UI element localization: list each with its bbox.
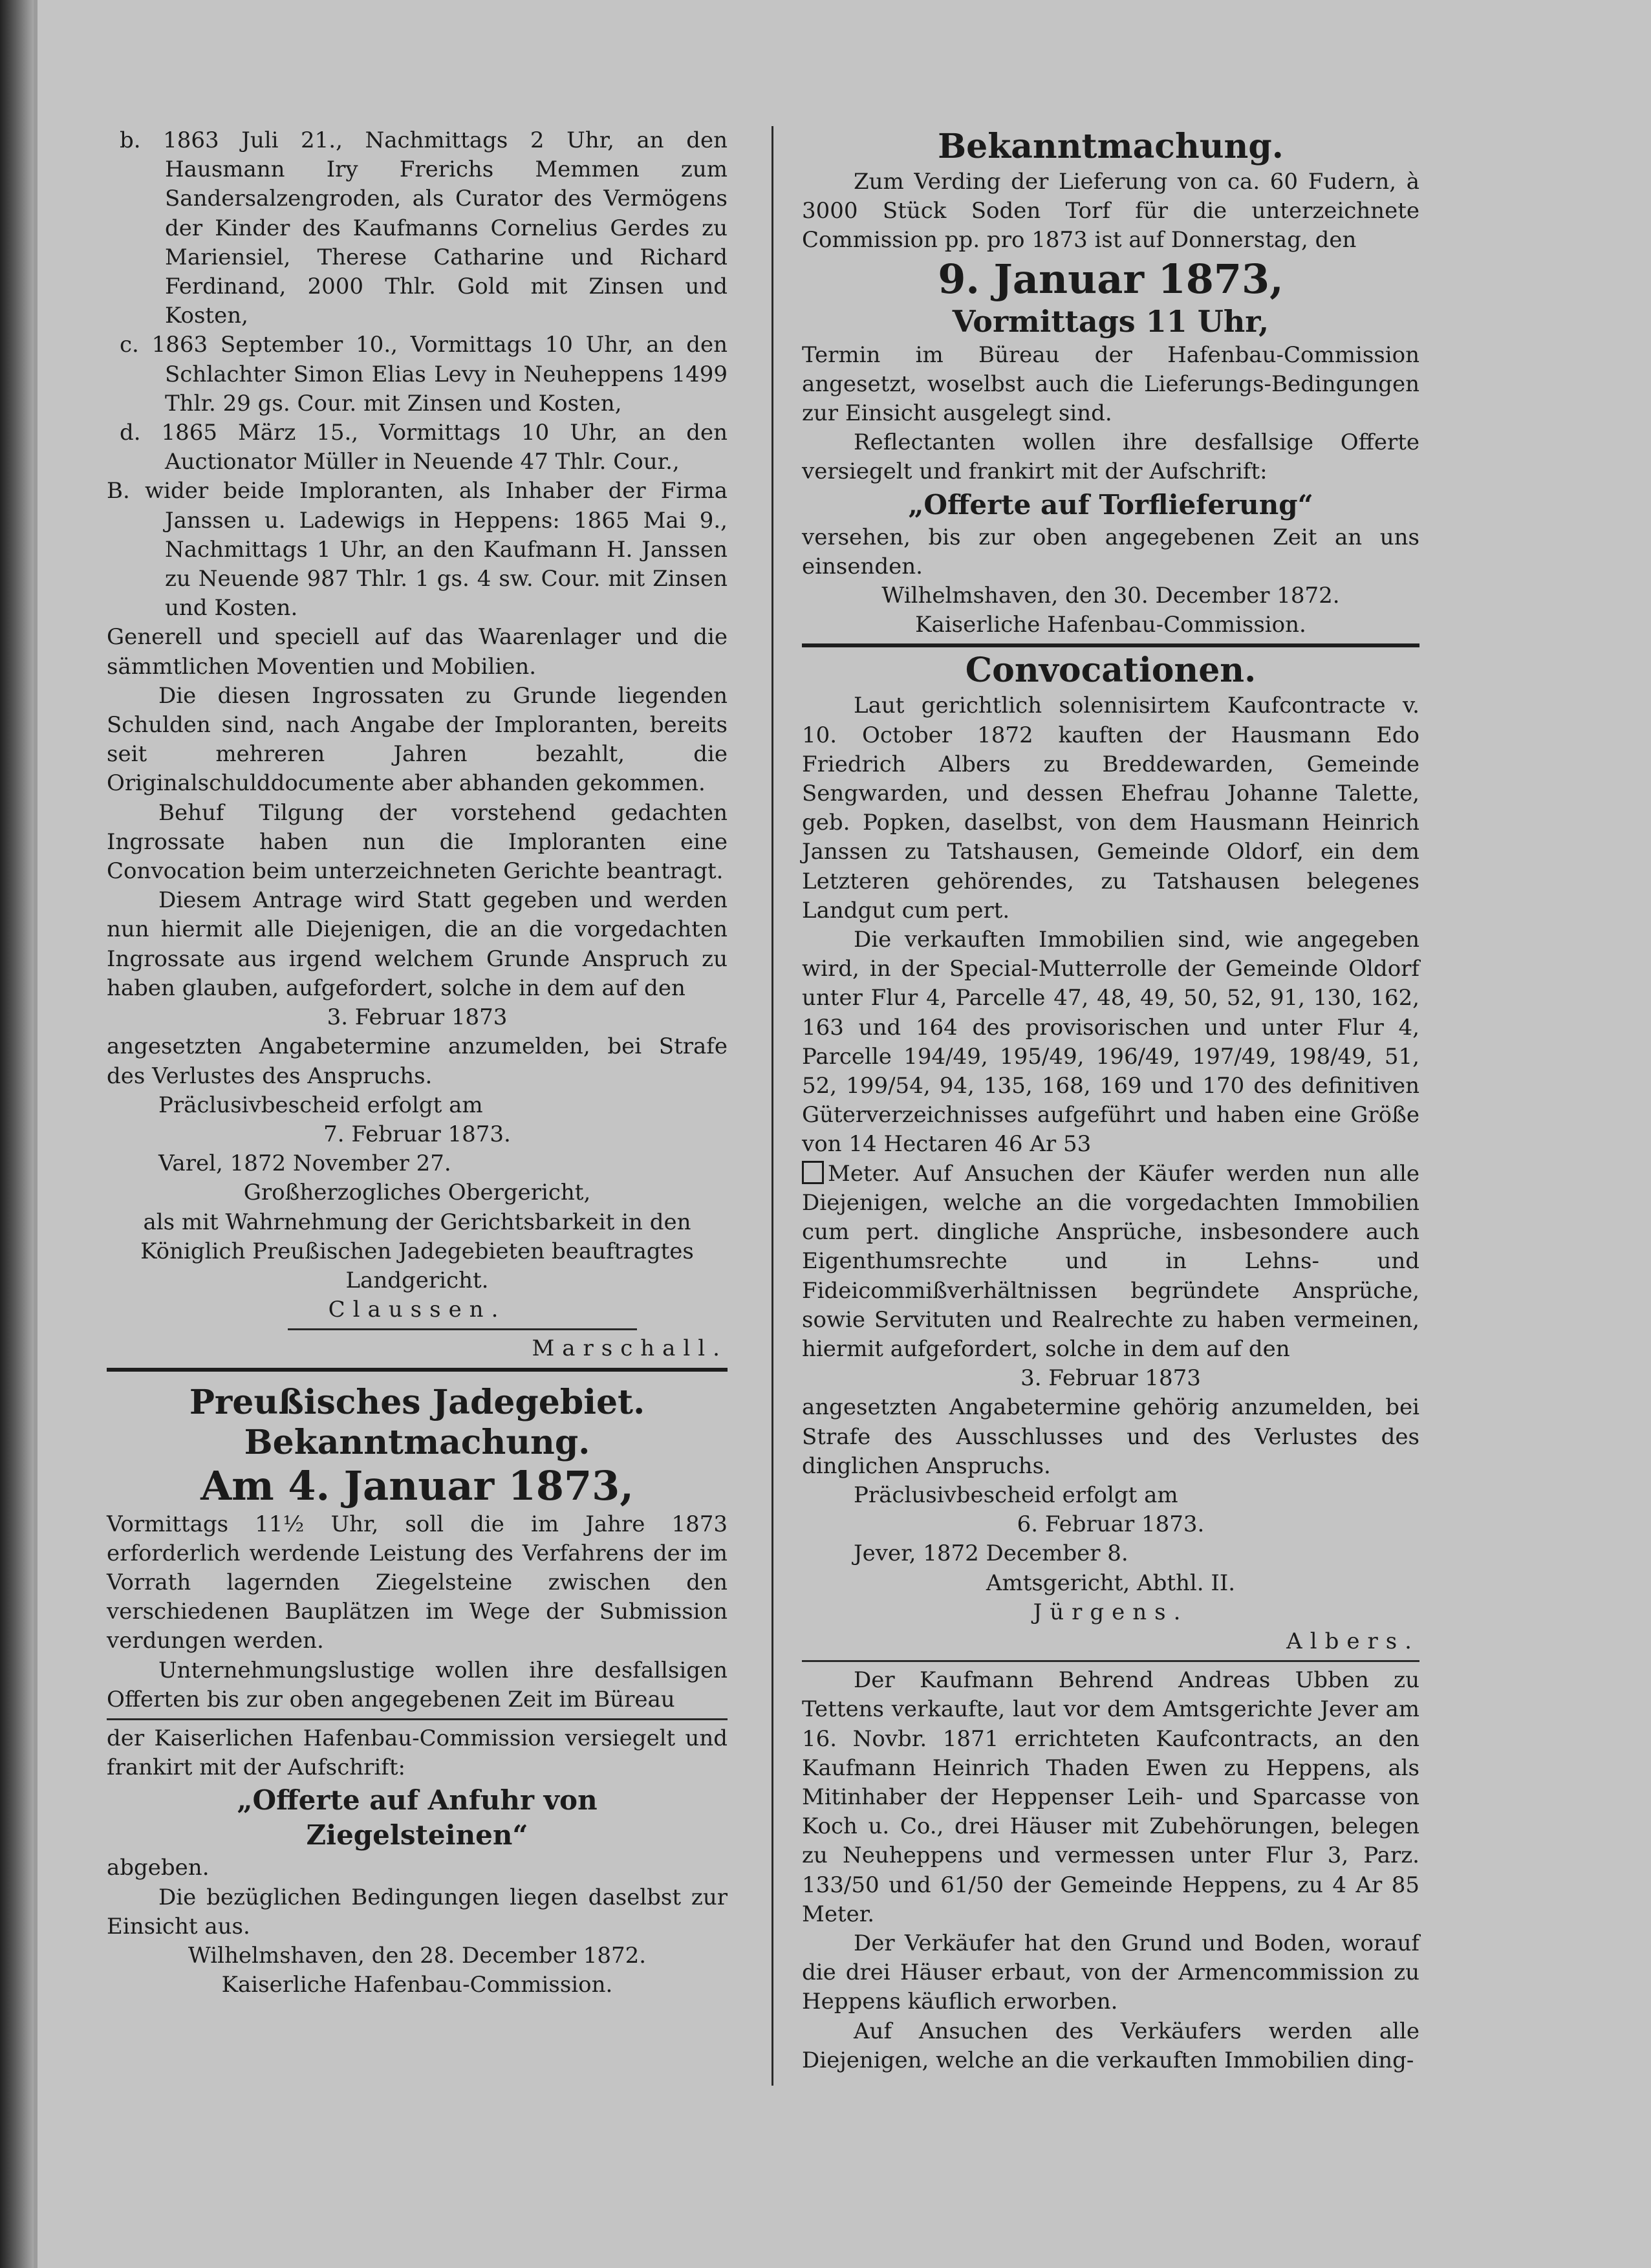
convocation-court: Amtsgericht, Abthl. II. [986,1570,1236,1596]
item-b-label: B. [107,478,130,504]
place-date: Varel, 1872 November 27. [158,1150,451,1177]
kauf-paragraph-1: Der Kaufmann Behrend Andreas Ubben zu Tettens verkaufte, laut vor dem Amtsgerichte Jever am 16. Novbr. 1871 errichteten Kaufcontracts, an den Kaufmann Heinrich Thaden Ewen zu Heppens, als Mitinhaber der Heppenser Leih- und Sparcasse von Koch u. Co., drei Häuser mit Zubehörungen, belegen zu Neuheppens und vermessen unter Flur 3, Parz. 133/50 und 61/50 der Gemeinde Heppens, zu 4 Ar 85 Meter. [802,1667,1419,1927]
convocation-praeclusiv-date: 6. Februar 1873. [1017,1511,1205,1538]
notice-rule [107,1718,728,1720]
page-binding-shadow [0,0,34,2268]
notice-subtitle: Bekanntmachung. [244,1422,590,1462]
convocation-angesetzt: angesetzten Angabetermine gehörig anzumelden, bei Strafe des Ausschlusses und des Verlustes des dinglichen Anspruchs. [802,1394,1419,1479]
kauf-paragraph-2: Der Verkäufer hat den Grund und Boden, worauf die drei Häuser erbaut, von der Armencommission zu Heppens käuflich erworben. [802,1930,1419,2015]
kauf-paragraph-3: Auf Ansuchen des Verkäufers werden alle Diejenigen, welche an die verkauften Immobilien ding- [802,2018,1419,2073]
notice-title: Preußisches Jadegebiet. [189,1382,645,1422]
right-intro: Zum Verding der Lieferung von ca. 60 Fudern, à 3000 Stück Soden Torf für die unterzeichnete Commission pp. pro 1873 ist auf Donnerstag, den [802,169,1419,254]
right-versehen: versehen, bis zur oben angegebenen Zeit an uns einsenden. [802,524,1419,579]
notice-unternehmung: Unternehmungslustige wollen ihre desfallsigen Offerten bis zur oben angegebenen Zeit im Büreau [107,1657,728,1712]
convocation-place-date: Jever, 1872 December 8. [854,1540,1128,1567]
page-binding-edge [34,0,38,2268]
notice-place-date: Wilhelmshaven, den 28. December 1872. [188,1942,647,1969]
convocation-praeclusiv: Präclusivbescheid erfolgt am [854,1482,1178,1508]
praeclusiv-text: Präclusivbescheid erfolgt am [158,1092,483,1118]
paragraph-behuf: Behuf Tilgung der vorstehend gedachten Ingrossate haben nun die Imploranten eine Convocation beim unterzeichneten Gerichte beantragt. [107,799,728,885]
paragraph-schulden: Die diesen Ingrossaten zu Grunde liegenden Schulden sind, nach Angabe der Imploranten, bereits seit mehreren Jahren bezahlt, die Originalschulddocumente aber abhanden gekommen. [107,682,728,797]
notice-body: Vormittags 11½ Uhr, soll die im Jahre 1873 erforderlich werdende Leistung des Verfahrens der im Vorrath lagernden Ziegelsteine zwischen den verschiedenen Bauplätzen im Wege der Submission verdungen werden. [107,1511,728,1654]
section-rule [107,1368,728,1372]
convocation-term-date: 3. Februar 1873 [1020,1365,1201,1392]
notice-signer: Kaiserliche Hafenbau-Commission. [221,1972,613,1998]
section-rule [802,643,1419,647]
right-signer: Kaiserliche Hafenbau-Commission. [915,612,1306,638]
item-b-paragraph [107,477,728,623]
right-time-big: Vormittags 11 Uhr, [952,303,1269,339]
court-description: als mit Wahrnehmung der Gerichtsbarkeit in den Königlich Preußischen Jadegebieten beauftragtes Landgericht. [140,1209,694,1293]
right-column [802,126,1419,2075]
item-b-text: wider beide Imploranten, als Inhaber der Firma Janssen u. Ladewigs in Heppens: 1865 Mai 9., Nachmittags 1 Uhr, an den Kaufmann H. Janssen zu Neuende 987 Thlr. 1 gs. 4 sw. Cour. mit Zinsen und Kosten. [144,478,728,621]
notice-bedingungen: Die bezüglichen Bedingungen liegen daselbst zur Einsicht aus. [107,1884,728,1939]
list-item: d. 1865 März 15., Vormittags 10 Uhr, an den Auctionator Müller in Neuende 47 Thlr. Cour., [120,420,728,475]
notice-kaiserlichen: der Kaiserlichen Hafenbau-Commission versiegelt und frankirt mit der Aufschrift: [107,1725,728,1781]
signer-marschall: Marschall. [532,1335,728,1362]
notice-date: Am 4. Januar 1873, [200,1462,634,1509]
signature-rule [288,1328,637,1330]
convocation-title: Convocationen. [965,651,1257,691]
section-rule [802,1660,1419,1662]
convocation-paragraph-2-end [802,1160,1419,1364]
praeclusiv-date: 7. Februar 1873. [323,1121,511,1147]
right-date-big: 9. Januar 1873, [938,255,1284,303]
square-meter-box-icon [802,1161,824,1184]
term-date: 3. Februar 1873 [327,1004,508,1031]
signer-claussen: Claussen. [328,1297,506,1323]
list-item: c. 1863 September 10., Vormittags 10 Uhr, an den Schlachter Simon Elias Levy in Neuheppens 1499 Thlr. 29 gs. Cour. mit Zinsen und Kosten, [120,332,728,416]
notice-offer-line-1: „Offerte auf Anfuhr von [237,1784,598,1817]
right-title: Bekanntmachung. [938,127,1284,166]
convocation-paragraph-2: Die verkauften Immobilien sind, wie angegeben wird, in der Special-Mutterrolle der Gemeinde Oldorf unter Flur 4, Parcelle 47, 48, 49, 50, 52, 91, 130, 162, 163 und 164 des provisorischen und unter Flur 4, Parcelle 194/49, 195/49, 196/49, 197/49, 198/49, 51, 52, 199/54, 94, 135, 168, 169 und 170 des definitiven Güterverzeichnisses aufgeführt und haben eine Größe von 14 Hectaren 46 Ar 53 [802,927,1419,1158]
left-column [107,126,728,2000]
convocation-paragraph-1: Laut gerichtlich solennisirtem Kaufcontracte v. 10. October 1872 kauften der Hausmann Edo Friedrich Albers zu Breddewarden, Gemeinde Sengwarden, und dessen Ehefrau Johanne Talette, geb. Popken, daselbst, von dem Hausmann Heinrich Janssen zu Tatshausen, Gemeinde Oldorf, ein dem Letzteren gehörendes, zu Tatshausen belegenes Landgut cum pert. [802,693,1419,923]
notice-abgeben: abgeben. [107,1855,210,1881]
right-reflectanten: Reflectanten wollen ihre desfallsige Offerte versiegelt und frankirt mit der Aufschrift: [802,429,1419,485]
court-name: Großherzogliches Obergericht, [243,1180,591,1206]
list-item: b. 1863 Juli 21., Nachmittags 2 Uhr, an den Hausmann Iry Frerichs Memmen zum Sandersalzengroden, als Curator des Vermögens der Kinder des Kaufmanns Cornelius Gerdes zu Mariensiel, Therese Catharine und Richard Ferdinand, 2000 Thlr. Gold mit Zinsen und Kosten, [120,127,728,329]
paragraph-angesetzt: angesetzten Angabetermine anzumelden, bei Strafe des Verlustes des Anspruchs. [107,1033,728,1089]
notice-offer-line-2: Ziegelsteinen“ [306,1819,528,1852]
convocation-signer-juergens: Jürgens. [1033,1599,1189,1625]
right-place-date: Wilhelmshaven, den 30. December 1872. [881,583,1340,609]
column-divider [772,126,773,2086]
right-termin: Termin im Büreau der Hafenbau-Commission angesetzt, woselbst auch die Lieferungs-Bedingungen zur Einsicht ausgelegt sind. [802,341,1419,427]
paragraph-generell: Generell und speciell auf das Waarenlager und die sämmtlichen Moventien und Mobilien. [107,624,728,680]
paragraph-diesem: Diesem Antrage wird Statt gegeben und werden nun hiermit alle Diejenigen, die an die vorgedachten Ingrossate aus irgend welchem Grunde Anspruch zu haben glauben, aufgefordert, solche in dem auf den [107,887,728,1001]
convocation-paragraph-2-end-text: Meter. Auf Ansuchen der Käufer werden nun alle Diejenigen, welche an die vorgedachten Immobilien cum pert. dingliche Ansprüche, insbesondere auch Eigenthumsrechte und in Lehns- und Fideicommißverhältnissen begründete Ansprüche, sowie Servituten und Realrechte zu haben vermeinen, hiermit aufgefordert, solche in dem auf den [802,1160,1419,1362]
right-offer-title: „Offerte auf Torflieferung“ [908,488,1313,521]
convocation-signer-albers: Albers. [1286,1628,1419,1654]
